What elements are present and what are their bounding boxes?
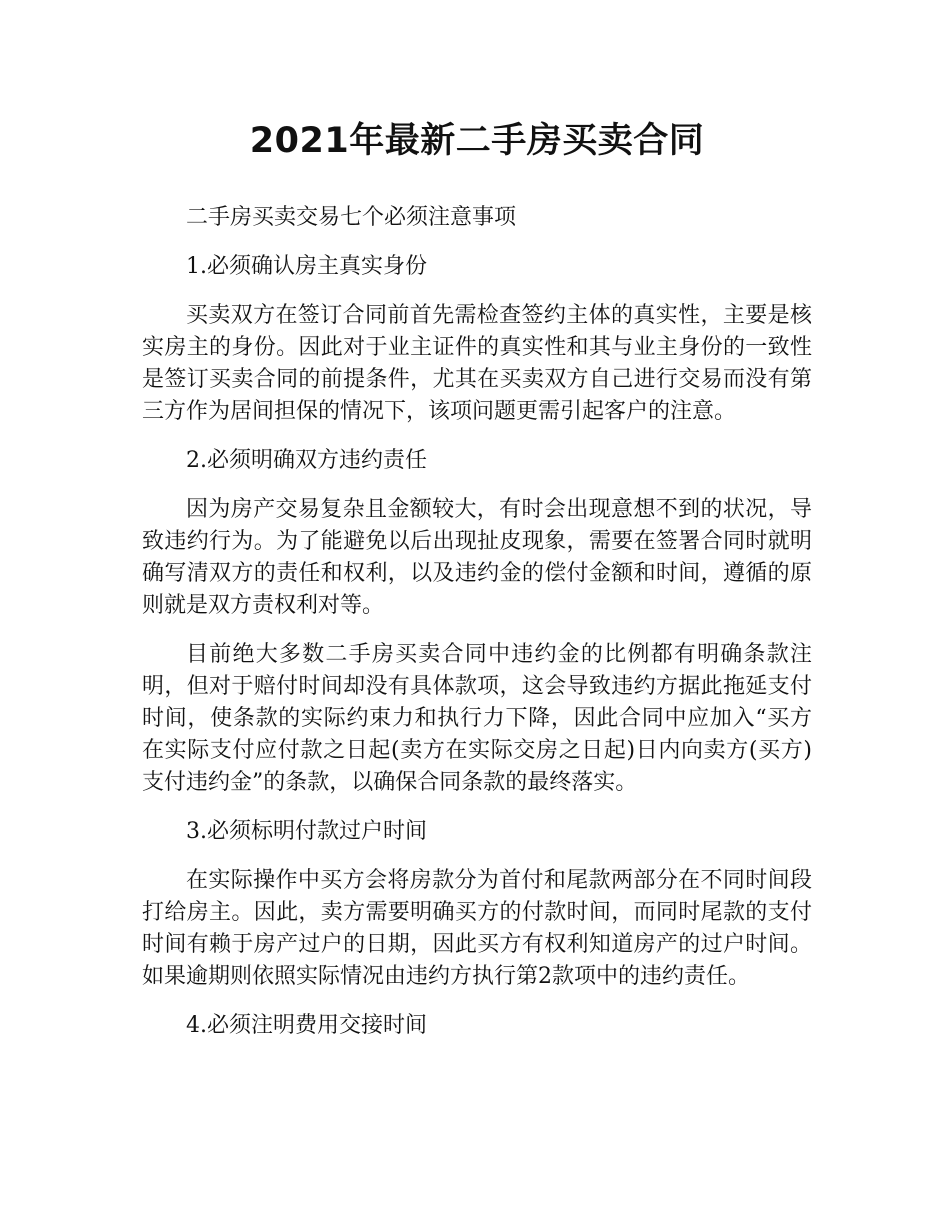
- document-title: 2021年最新二手房买卖合同: [249, 121, 705, 161]
- section-heading: 二手房买卖交易七个必须注意事项: [186, 205, 517, 230]
- section-heading: 1.必须确认房主真实身份: [186, 254, 427, 279]
- document-body: [142, 202, 812, 1059]
- section-heading: 4.必须注明费用交接时间: [186, 1013, 427, 1038]
- section-heading: 3.必须标明付款过户时间: [186, 819, 427, 844]
- body-paragraph: 目前绝大多数二手房买卖合同中违约金的比例都有明确条款注明，但对于赔付时间却没有具体款项，这会导致违约方据此拖延支付时间，使条款的实际约束力和执行力下降，因此合同中应加入“买方在实际支付应付款之日起(卖方在实际交房之日起)日内向卖方(买方)支付违约金”的条款，以确保合同条款的最终落实。: [142, 642, 812, 795]
- body-paragraph: 在实际操作中买方会将房款分为首付和尾款两部分在不同时间段打给房主。因此，卖方需要明确买方的付款时间，而同时尾款的支付时间有赖于房产过户的日期，因此买方有权利知道房产的过户时间。如果逾期则依照实际情况由违约方执行第2款项中的违约责任。: [142, 868, 812, 989]
- document-page: [142, 0, 812, 1230]
- section-heading: 2.必须明确双方违约责任: [186, 448, 427, 473]
- body-paragraph: 因为房产交易复杂且金额较大，有时会出现意想不到的状况，导致违约行为。为了能避免以后出现扯皮现象，需要在签署合同时就明确写清双方的责任和权利，以及违约金的偿付金额和时间，遵循的原则就是双方责权利对等。: [142, 497, 812, 618]
- body-paragraph: 买卖双方在签订合同前首先需检查签约主体的真实性，主要是核实房主的身份。因此对于业主证件的真实性和其与业主身份的一致性是签订买卖合同的前提条件，尤其在买卖双方自己进行交易而没有第三方作为居间担保的情况下，该项问题更需引起客户的注意。: [142, 303, 812, 424]
